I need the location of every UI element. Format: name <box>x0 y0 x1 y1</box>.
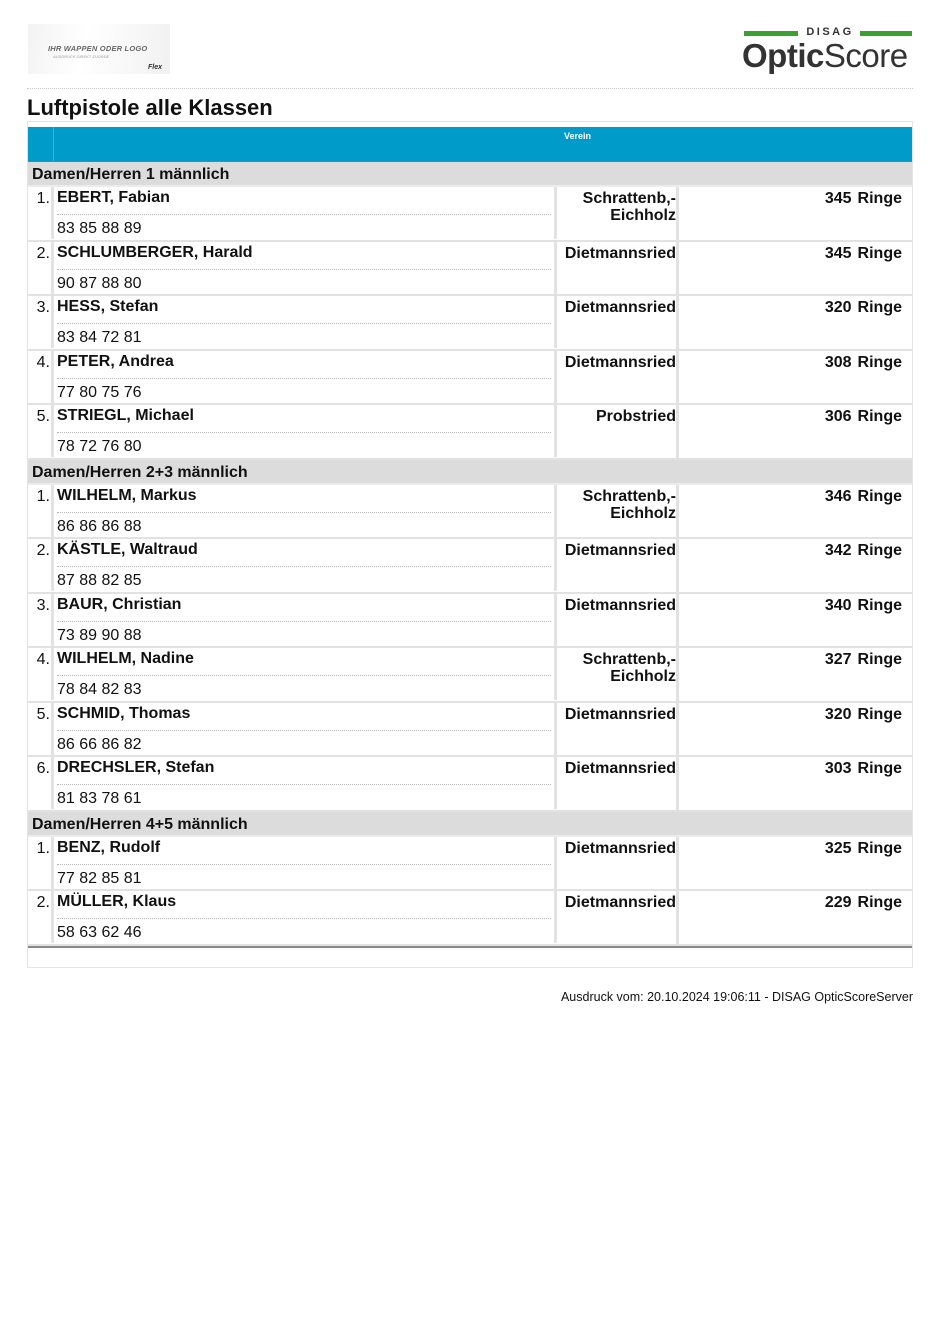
logo-wordmark-score: Score <box>823 37 908 74</box>
club-name-line: Dietmannsried <box>564 760 676 777</box>
score-unit: Ringe <box>857 651 902 668</box>
score-cell <box>679 837 906 892</box>
score-cell <box>679 757 906 812</box>
table-row <box>28 594 912 649</box>
logo-wordmark-optic: Optic <box>742 37 824 74</box>
row-divider <box>28 458 912 460</box>
dotted-divider <box>57 512 551 513</box>
table-row <box>28 757 912 812</box>
logo-bar-left <box>744 31 798 36</box>
series-scores: 58 63 62 46 <box>57 924 142 941</box>
score-unit: Ringe <box>857 542 902 559</box>
series-scores: 78 72 76 80 <box>57 438 142 455</box>
rank-cell: 2. <box>36 894 50 911</box>
score-cell <box>679 594 906 649</box>
score-value: 325 <box>824 839 852 857</box>
series-scores: 78 84 82 83 <box>57 681 142 698</box>
score-unit: Ringe <box>857 487 902 505</box>
series-scores: 73 89 90 88 <box>57 626 142 644</box>
logo-bar-right <box>860 31 912 36</box>
club-name-line: Eichholz <box>610 207 676 224</box>
score-cell <box>679 187 906 242</box>
club-cell <box>554 891 679 946</box>
score-value: 303 <box>824 760 852 777</box>
series-scores: 90 87 88 80 <box>57 274 142 292</box>
score-unit: Ringe <box>857 839 902 857</box>
page-header <box>0 0 940 90</box>
score-unit: Ringe <box>857 353 902 371</box>
club-name-line: Dietmannsried <box>564 353 676 371</box>
shooter-name: PETER, Andrea <box>57 352 174 370</box>
rank-cell: 4. <box>36 353 50 371</box>
club-name-line: Dietmannsried <box>564 839 676 857</box>
club-cell <box>554 296 679 351</box>
shooter-name: KÄSTLE, Waltraud <box>57 541 198 558</box>
club-name-line: Schrattenb,- <box>582 651 676 668</box>
dotted-divider <box>57 378 551 379</box>
series-scores: 77 80 75 76 <box>57 383 142 401</box>
club-cell <box>554 594 679 649</box>
dotted-divider <box>57 214 551 215</box>
club-name-line: Dietmannsried <box>564 244 676 262</box>
logo-disag-text: DISAG <box>806 26 854 38</box>
table-row <box>28 187 912 242</box>
score-value: 320 <box>824 705 852 723</box>
club-cell <box>554 405 679 460</box>
club-logo-placeholder <box>28 24 170 74</box>
shooter-cell <box>51 539 557 591</box>
club-name-line: Eichholz <box>610 668 676 685</box>
header-divider <box>27 88 913 89</box>
score-cell <box>679 891 906 946</box>
shooter-name: EBERT, Fabian <box>57 189 170 206</box>
table-row <box>28 242 912 297</box>
shooter-name: SCHLUMBERGER, Harald <box>57 243 253 261</box>
dotted-divider <box>57 675 551 676</box>
club-name-line: Dietmannsried <box>564 596 676 614</box>
table-row <box>28 648 912 703</box>
score-unit: Ringe <box>857 705 902 723</box>
club-name-line: Schrattenb,- <box>582 190 676 207</box>
class-group-header: Damen/Herren 1 männlich <box>28 162 912 187</box>
shooter-name: BENZ, Rudolf <box>57 838 161 856</box>
shooter-cell <box>51 296 557 348</box>
series-scores: 86 66 86 82 <box>57 735 142 753</box>
club-cell <box>554 187 679 242</box>
shooter-name: WILHELM, Markus <box>57 486 197 504</box>
dotted-divider <box>57 269 551 270</box>
score-value: 345 <box>824 244 852 262</box>
shooter-cell <box>51 594 557 646</box>
series-scores: 77 82 85 81 <box>57 869 142 887</box>
table-row <box>28 891 912 946</box>
series-scores: 87 88 82 85 <box>57 572 142 589</box>
shooter-name: MÜLLER, Klaus <box>57 893 177 910</box>
score-unit: Ringe <box>857 596 902 614</box>
score-cell <box>679 296 906 351</box>
dotted-divider <box>57 918 551 919</box>
club-cell <box>554 539 679 594</box>
page-title: Luftpistole alle Klassen <box>27 95 273 120</box>
row-divider <box>28 944 912 946</box>
score-cell <box>679 539 906 594</box>
table-row <box>28 485 912 540</box>
dotted-divider <box>57 323 551 324</box>
dotted-divider <box>57 566 551 567</box>
opticscore-logo <box>742 26 914 78</box>
score-cell <box>679 703 906 758</box>
score-unit: Ringe <box>857 299 902 316</box>
table-row <box>28 405 912 460</box>
club-cell <box>554 351 679 406</box>
club-name-line: Schrattenb,- <box>582 487 676 505</box>
table-row <box>28 539 912 594</box>
column-header-club: Verein <box>564 131 592 141</box>
score-value: 327 <box>824 651 852 668</box>
table-row <box>28 837 912 892</box>
rank-cell: 4. <box>36 651 50 668</box>
logo-placeholder-subtext: AUSDRUCK DIREKT ZUORDE <box>53 54 110 59</box>
series-scores: 83 85 88 89 <box>57 220 142 237</box>
score-value: 306 <box>824 408 852 425</box>
club-name-line: Dietmannsried <box>564 894 676 911</box>
table-row <box>28 703 912 758</box>
score-value: 340 <box>824 596 852 614</box>
class-group-header: Damen/Herren 2+3 männlich <box>28 460 912 485</box>
shooter-name: DRECHSLER, Stefan <box>57 759 215 776</box>
club-name-line: Eichholz <box>610 504 676 522</box>
rank-cell: 5. <box>36 408 50 425</box>
score-value: 346 <box>824 487 852 505</box>
dotted-divider <box>57 864 551 865</box>
logo-wordmark <box>742 37 908 75</box>
score-cell <box>679 242 906 297</box>
rank-cell: 3. <box>36 596 50 614</box>
score-cell <box>679 351 906 406</box>
rank-cell: 2. <box>36 542 50 559</box>
shooter-cell <box>51 757 557 809</box>
score-value: 308 <box>824 353 852 371</box>
class-group-header: Damen/Herren 4+5 männlich <box>28 812 912 837</box>
series-scores: 81 83 78 61 <box>57 790 142 807</box>
score-value: 342 <box>824 542 852 559</box>
dotted-divider <box>57 730 551 731</box>
shooter-cell <box>51 485 557 537</box>
score-value: 320 <box>824 299 852 316</box>
logo-placeholder-flex: Flex <box>148 64 163 71</box>
rank-cell: 2. <box>36 244 50 262</box>
club-name-line: Dietmannsried <box>564 705 676 723</box>
score-value: 229 <box>824 894 852 911</box>
table-row <box>28 296 912 351</box>
series-scores: 86 86 86 88 <box>57 517 142 535</box>
club-name-line: Dietmannsried <box>564 299 676 316</box>
rank-cell: 1. <box>36 839 50 857</box>
table-row <box>28 351 912 406</box>
dotted-divider <box>57 621 551 622</box>
rank-cell: 6. <box>36 760 50 777</box>
results-table <box>28 127 912 948</box>
score-unit: Ringe <box>857 408 902 425</box>
shooter-name: STRIEGL, Michael <box>57 407 194 424</box>
score-value: 345 <box>824 190 852 207</box>
shooter-cell <box>51 242 557 294</box>
shooter-cell <box>51 187 557 239</box>
rank-cell: 5. <box>36 705 50 723</box>
shooter-name: HESS, Stefan <box>57 298 159 315</box>
club-cell <box>554 242 679 297</box>
logo-placeholder-text: IHR WAPPEN ODER LOGO <box>48 44 148 53</box>
row-divider <box>28 810 912 812</box>
table-header <box>28 127 912 162</box>
rank-cell: 3. <box>36 299 50 316</box>
club-cell <box>554 757 679 812</box>
club-name-line: Probstried <box>595 408 676 425</box>
score-unit: Ringe <box>857 894 902 911</box>
club-cell <box>554 648 679 703</box>
shooter-cell <box>51 837 557 889</box>
club-name-line: Dietmannsried <box>564 542 676 559</box>
shooter-cell <box>51 351 557 403</box>
shooter-name: WILHELM, Nadine <box>57 650 194 667</box>
shooter-cell <box>51 891 557 943</box>
score-cell <box>679 648 906 703</box>
shooter-name: BAUR, Christian <box>57 595 182 613</box>
score-unit: Ringe <box>857 244 902 262</box>
shooter-cell <box>51 648 557 700</box>
club-cell <box>554 703 679 758</box>
score-cell <box>679 485 906 540</box>
shooter-cell <box>51 405 557 457</box>
table-body <box>28 162 912 946</box>
club-cell <box>554 485 679 540</box>
dotted-divider <box>57 784 551 785</box>
shooter-name: SCHMID, Thomas <box>57 704 191 722</box>
shooter-cell <box>51 703 557 755</box>
rank-cell: 1. <box>36 487 50 505</box>
score-cell <box>679 405 906 460</box>
table-header-separator <box>53 127 54 161</box>
print-footer: Ausdruck vom: 20.10.2024 19:06:11 - DISAG OpticScoreServer <box>560 990 913 1004</box>
score-unit: Ringe <box>857 190 902 207</box>
score-unit: Ringe <box>857 760 902 777</box>
dotted-divider <box>57 432 551 433</box>
rank-cell: 1. <box>36 190 50 207</box>
series-scores: 83 84 72 81 <box>57 329 142 346</box>
club-cell <box>554 837 679 892</box>
